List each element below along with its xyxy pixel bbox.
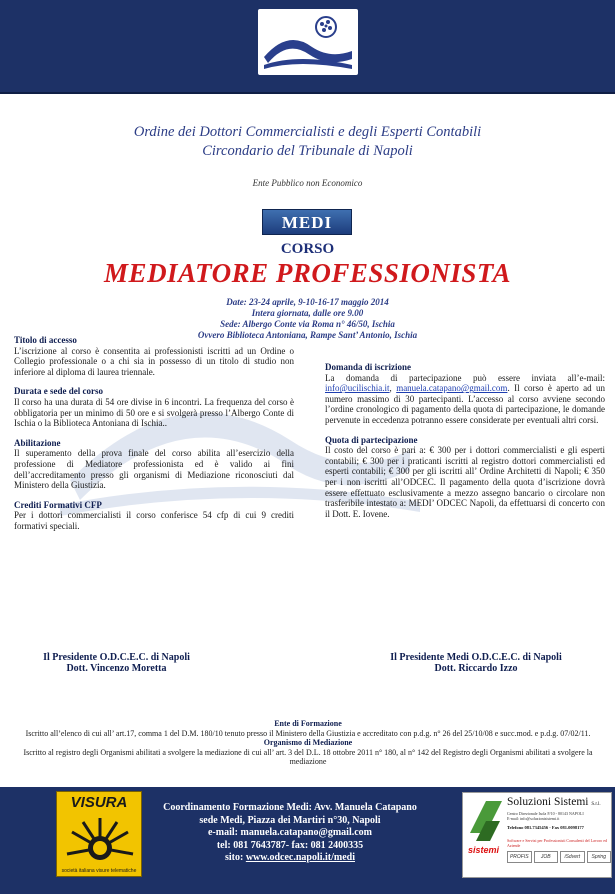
org-name-line1: Ordine dei Dottori Commercialisti e degli Esperti Contabili [133,124,482,140]
course-dates: Date: 23-24 aprile, 9-10-16-17 maggio 2014 [226,297,389,307]
medi-logo: MEDI [262,209,352,235]
section-body-crediti: Per i dottori commercialisti il corso conferisce 54 cfp di cui 9 crediti formativi speciali. [14,510,294,531]
iscrizione-text-post: . Il corso è aperto ad un numero massimo di 30 partecipanti. L’accesso al corso avviene secondo l’ordine cronologico di pagamento della quota di partecipazione, le domande pervenute in eccedenza potranno essere considerate per eventuali altri corsi. [325,383,606,425]
signature-medi [360,652,592,674]
section-title-iscrizione: Domanda di iscrizione [325,362,412,372]
section-title-abilitazione: Abilitazione [14,437,61,448]
course-title: MEDIATORE PROFESSIONISTA [104,258,511,288]
ss-logo-spring: Spring [587,851,612,863]
ss-logo-job: JOB [534,851,559,863]
ss-brand: sistemi [468,845,500,855]
signature-medi-name: Dott. Riccardo Izzo [434,663,518,674]
footer-email[interactable]: manuela.catapano@gmail.com [240,827,373,838]
ss-address: Centro Direzionale Isola F/10 - 80143 NAPOLI [507,811,584,816]
course-venue-alt: Ovvero Biblioteca Antoniana, Rampe Sant’ Antonio, Ischia [197,330,418,340]
email-link-catapano[interactable]: manuela.catapano@gmail.com [396,383,508,394]
signature-odcec-name: Dott. Vincenzo Moretta [66,663,167,674]
footer-email-line [160,827,420,840]
ss-logo-profis: PROFIS [507,851,532,863]
ente-formazione-block [18,719,598,767]
ente-label: Ente Pubblico non Economico [252,178,363,188]
ss-name-suffix: S.r.l. [591,802,601,807]
odcec-emblem-icon [258,9,358,75]
visura-tagline: società italiana visure telematiche [61,868,137,874]
soluzioni-sistemi-logo [462,792,612,878]
footer-email-label: e-mail: [207,827,241,838]
org-name-line2: Circondario del Tribunale di Napoli [202,143,413,159]
signature-medi-role: Il Presidente Medi O.D.C.E.C. di Napoli [390,652,562,663]
visura-name: VISURA [70,794,128,811]
visura-sun-icon [57,792,142,877]
course-venue: Sede: Albergo Conte via Roma n° 46/50, Ischia [220,319,395,329]
section-title-titolo: Titolo di accesso [14,335,77,345]
ss-email: E-mail: info@soluzionisistemi.it [507,816,560,821]
section-body-abilitazione: Il superamento della prova finale del corso abilita all’esercizio della professione di Mediatore professionista ed è valido ai fini dell’accreditamento presso gli organismi di Mediazione riconosciuti dal Ministero della Giustizia. [14,448,294,491]
odcec-logo [258,9,358,75]
ss-product-logos [507,851,611,863]
organismo-mediazione-text: Iscritto al registro degli Organismi abilitati a svolgere la mediazione di cui all’ art. 3 del D.L. 18 ottobre 2011 n° 180, al n° 142 del Registro degli Organismi abilitati a svolgere la mediazione [23,747,593,766]
ss-name-text: Soluzioni Sistemi [507,796,589,808]
section-title-quota: Quota di partecipazione [325,434,418,445]
section-body-quota: Il costo del corso è pari a: € 300 per i dottori commercialisti e gli esperti contabili; € 300 per i praticanti iscritti al registro dottori commercialisti ed esperti contabili; € 300 per gli iscritti all’ Ordine Architetti di Napoli; € 350 per i non iscritti all’ODCEC. Il pagamento della quota d’iscrizione dovrà essere effettuato esclusivamente a mezzo assegno bancario o circolare non trasferibile intestato a: MEDI’ ODCEC Napoli, da effettuarsi di concerto con il Dott. E. Iovene. [325,445,605,519]
iscrizione-text-sep: , [389,383,397,394]
course-label: CORSO [280,241,335,257]
ss-logo-isdvert: iSdvert [560,851,585,863]
top-banner [0,0,615,94]
ente-formazione-title: Ente di Formazione [274,719,342,728]
footer-address: sede Medi, Piazza dei Martiri n°30, Napoli [199,814,381,826]
signature-odcec-role: Il Presidente O.D.C.E.C. di Napoli [43,652,190,663]
iscrizione-text-pre: La domanda di partecipazione può essere inviata all’e-mail: [325,372,605,383]
footer-site-link[interactable]: www.odcec.napoli.it/medi [245,852,355,863]
left-column [14,335,294,541]
ente-formazione-text: Iscritto all’elenco di cui all’ art.17, comma 1 del D.M. 180/10 tenuto presso il Ministero della Giustizia e accreditato con p.d.g. n° 26 del 25/10/08 e succ.mod. e p.d.g. 07/02/11. [25,728,591,738]
section-body-titolo: L’iscrizione al corso è consentita ai professionisti iscritti ad un Ordine o Collegio professionale o a chi sia in possesso di un titolo di studio non inferiore al diploma di laurea triennale. [14,345,294,377]
section-title-crediti: Crediti Formativi CFP [14,499,102,510]
right-column [325,362,605,528]
signature-odcec [14,652,219,674]
section-body-durata: Il corso ha una durata di 54 ore divise in 6 incontri. La frequenza del corso è obbligatoria per un minimo di 50 ore e si svolgerà presso l’Albergo Conte di Ischia o la Biblioteca Antoniana di Ischia.. [14,396,294,429]
footer-contacts [160,802,420,865]
ss-subtitle: Software e Servizi per Professionisti Consulenti del Lavoro ed Aziende [507,838,607,848]
ss-company-name [507,796,601,808]
email-link-ucilischia[interactable]: info@ucilischia.it [325,383,390,394]
section-title-durata: Durata e sede del corso [14,386,103,397]
footer-site-label: sito: [224,852,246,863]
course-schedule: Intera giornata, dalle ore 9.00 [251,308,364,318]
ss-phone: Telefono 081.7345456 - Fax 081.0098177 [507,825,584,830]
visura-logo [56,791,142,877]
footer-site-line [160,852,420,865]
soluzioni-sistemi-icon [466,797,506,845]
footer-coordination: Coordinamento Formazione Medi: Avv. Manuela Catapano [163,802,417,813]
section-body-iscrizione [325,373,605,426]
footer-phone: tel: 081 7643787- fax: 081 2400335 [216,839,364,851]
organismo-mediazione-title: Organismo di Mediazione [263,738,353,747]
ss-address-block [507,811,611,821]
